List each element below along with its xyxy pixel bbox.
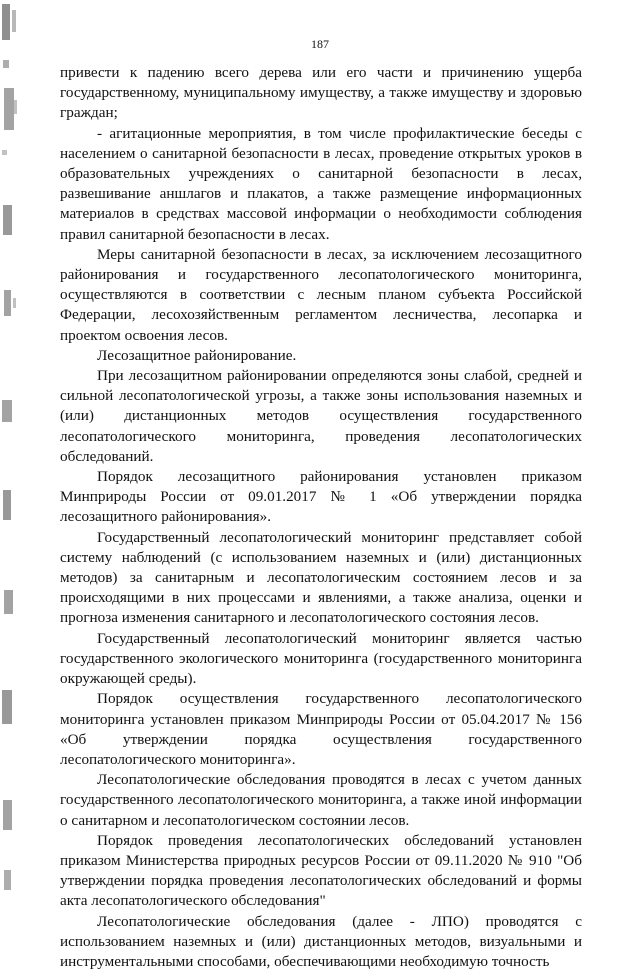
paragraph: При лесозащитном районировании определяются зоны слабой, средней и сильной лесопатологической угрозы, а также зоны использования наземных и (или) дистанционных методов осуществления государственного лесопатологического мониторинга, проведения лесопатологических обследований. — [60, 367, 582, 465]
scan-edge-noise — [0, 0, 22, 909]
page-number: 187 — [311, 37, 329, 51]
paragraph: привести к падению всего дерева или его части и причинению ущерба государственному, муниципальному имуществу, а также имуществу и здоровью граждан; — [60, 64, 582, 122]
paragraph: Порядок осуществления государственного лесопатологического мониторинга установлен приказом Минприроды России от 05.04.2017 № 156 «Об утверждении порядка осуществления государственного лесопатологического мониторинга». — [60, 690, 582, 768]
paragraph: Порядок лесозащитного районирования установлен приказом Минприроды России от 09.01.2017 № 1 «Об утверждении порядка лесозащитного районирования». — [60, 468, 582, 526]
section-heading: Лесозащитное районирование. — [97, 346, 297, 364]
paragraph: Лесопатологические обследования проводятся в лесах с учетом данных государственного лесопатологического мониторинга, а также иной информации о санитарном и лесопатологическом состоянии лесов. — [60, 771, 582, 829]
paragraph: Лесопатологические обследования (далее - ЛПО) проводятся с использованием наземных и (или) дистанционных методов, визуальными и инструментальными способами, обеспечивающими необходимую точность — [60, 912, 582, 970]
paragraph: - агитационные мероприятия, в том числе профилактические беседы с населением о санитарной безопасности в лесах, проведение открытых уроков в образовательных учреждениях о санитарной безопасности в лесах, развешивание аншлагов и плакатов, а также размещение информационных материалов в средствах массовой информации о необходимости соблюдения правил санитарной безопасности в лесах. — [60, 124, 582, 243]
body-text — [60, 63, 582, 972]
paragraph: Государственный лесопатологический мониторинг является частью государственного экологического мониторинга (государственного мониторинга окружающей среды). — [60, 629, 582, 688]
paragraph: Государственный лесопатологический мониторинг представляет собой систему наблюдений (с использованием наземных и (или) дистанционных методов) за санитарным и лесопатологическим состоянием лесов и за происходящими в них процессами и явлениями, а также анализа, оценки и прогноза изменения санитарного и лесопатологического состояния лесов. — [60, 528, 582, 627]
paragraph: Порядок проведения лесопатологических обследований установлен приказом Министерства природных ресурсов России от 09.11.2020 № 910 "Об утверждении порядка проведения лесопатологических обследований и формы акта лесопатологического обследования" — [60, 831, 582, 910]
paragraph: Меры санитарной безопасности в лесах, за исключением лесозащитного районирования и государственного лесопатологического мониторинга, осуществляются в соответствии с лесным планом субъекта Российской Федерации, лесохозяйственным регламентом лесничества, лесопарка и проектом освоения лесов. — [60, 245, 582, 344]
